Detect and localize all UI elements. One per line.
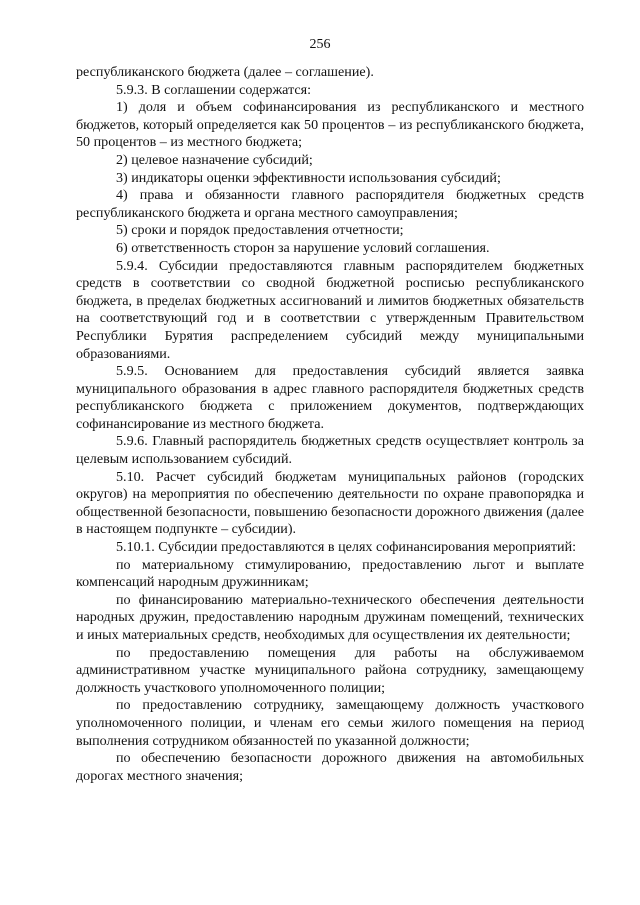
paragraph: 5.9.6. Главный распорядитель бюджетных средств осуществляет контроль за целевым использованием субсидий.: [76, 433, 584, 468]
paragraph: по предоставлению сотруднику, замещающему должность участкового уполномоченного полиции, и членам его семьи жилого помещения на период выполнения сотрудником обязанностей по указанной должности;: [76, 697, 584, 749]
paragraph: 4) права и обязанности главного распорядителя бюджетных средств республиканского бюджета и органа местного самоуправления;: [76, 187, 584, 221]
paragraph: по финансированию материально-технического обеспечения деятельности народных дружин, предоставлению народным дружинам помещений, технических и иных материальных средств, необходимых для осуществления их деятельности;: [76, 591, 584, 643]
paragraph: 3) индикаторы оценки эффективности использования субсидий;: [116, 169, 501, 186]
document-body: [76, 64, 584, 785]
paragraph: 5.9.5. Основанием для предоставления субсидий является заявка муниципального образования в адрес главного распорядителя бюджетных средств республиканского бюджета с приложением документов, подтверждающих софинансирование из местного бюджета.: [76, 363, 584, 432]
paragraph: 5.9.4. Субсидии предоставляются главным распорядителем бюджетных средств в соответствии со сводной бюджетной росписью республиканского бюджета, в пределах бюджетных ассигнований и лимитов бюджетных обязательств на соответствующий год и в соответствии с утвержденным Правительством Республики Бурятия распределением субсидий между муниципальными образованиями.: [76, 257, 584, 362]
paragraph: 5.9.3. В соглашении содержатся:: [116, 81, 312, 98]
paragraph: по обеспечению безопасности дорожного движения на автомобильных дорогах местного значения;: [76, 750, 584, 784]
paragraph: 1) доля и объем софинансирования из республиканского и местного бюджетов, который определяется как 50 процентов – из республиканского бюджета, 50 процентов – из местного бюджета;: [76, 99, 584, 151]
paragraph: республиканского бюджета (далее – соглашение).: [76, 64, 374, 80]
page-number: 256: [309, 37, 331, 52]
paragraph: по материальному стимулированию, предоставлению льгот и выплате компенсаций народным дружинникам;: [76, 556, 584, 591]
paragraph: 6) ответственность сторон за нарушение условий соглашения.: [116, 239, 490, 256]
paragraph: 5.10. Расчет субсидий бюджетам муниципальных районов (городских округов) на мероприятия по обеспечению деятельности по охране правопорядка и общественной безопасности, повышению безопасности дорожного движения (далее в настоящем подпункте – субсидии).: [76, 468, 584, 538]
paragraph: по предоставлению помещения для работы на обслуживаемом административном участке муниципального района сотруднику, замещающему должность участкового уполномоченного полиции;: [76, 644, 584, 696]
paragraph: 2) целевое назначение субсидий;: [116, 151, 313, 168]
paragraph: 5) сроки и порядок предоставления отчетности;: [116, 222, 404, 239]
paragraph: 5.10.1. Субсидии предоставляются в целях софинансирования мероприятий:: [116, 539, 577, 556]
